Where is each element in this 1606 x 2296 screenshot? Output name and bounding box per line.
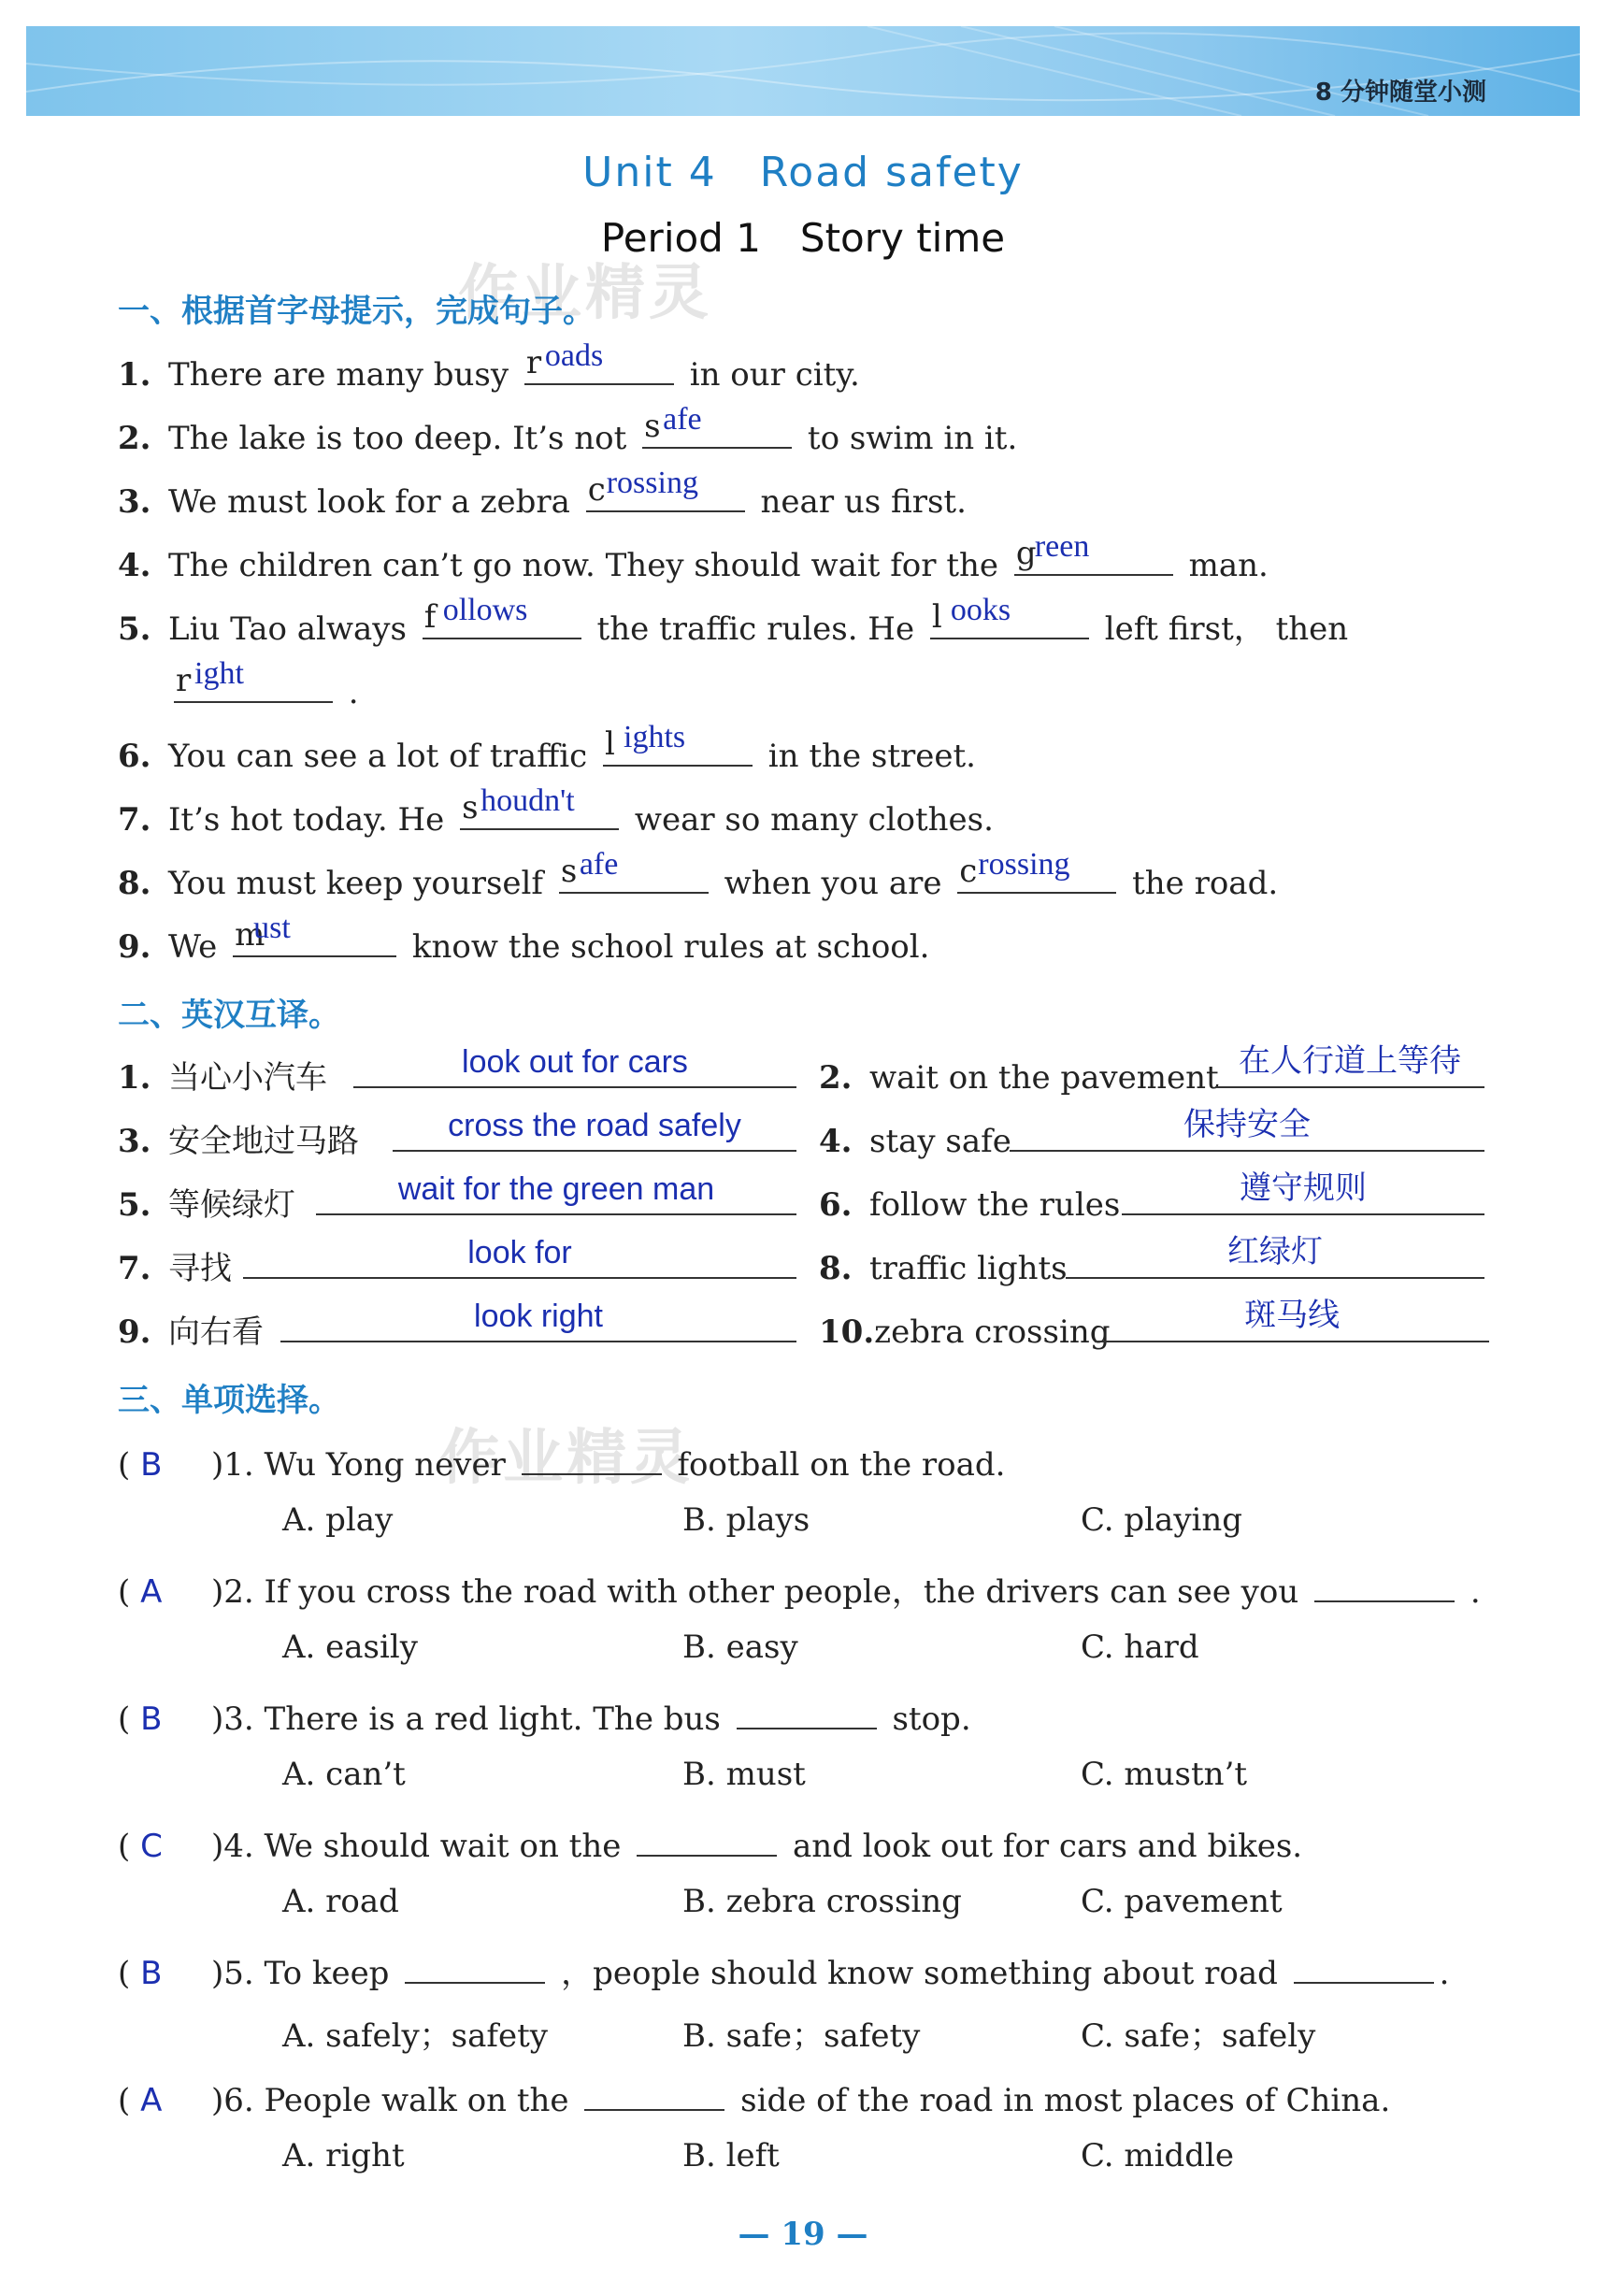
answer-blank[interactable] (405, 1946, 545, 1984)
answer-paren[interactable]: ( B (118, 1955, 163, 1992)
prompt-text: traffic lights (869, 1250, 1068, 1287)
translation-row (118, 1044, 796, 1098)
translation-row (819, 1297, 1489, 1351)
handwritten-answer: afe (579, 847, 619, 882)
choice-option[interactable]: B. zebra crossing (682, 1883, 962, 1920)
answer-blank[interactable] (957, 847, 1116, 894)
answer-blank[interactable] (559, 847, 709, 894)
handwritten-answer: ights (624, 720, 686, 754)
choice-option[interactable]: A. easily (282, 1629, 418, 1666)
handwritten-answer: 保持安全 (1183, 1106, 1311, 1143)
answer-blank[interactable] (524, 338, 674, 385)
translation-row (819, 1106, 1484, 1160)
answer-blank[interactable] (637, 1819, 777, 1857)
header-banner (26, 26, 1580, 116)
handwritten-answer: ust (253, 911, 291, 945)
translation-row (819, 1042, 1484, 1097)
question-row: 9. We m ust know the school rules at school. (118, 911, 930, 966)
choice-question: ( C )4. We should wait on the and look out for cars and bikes. (118, 1819, 1302, 1865)
question-number: 1. (118, 356, 151, 394)
answer-blank[interactable] (280, 1299, 796, 1342)
handwritten-answer: C (140, 1828, 163, 1865)
question-row: r ight . (176, 656, 359, 711)
handwritten-answer: oads (544, 338, 604, 373)
question-number: )6. (211, 2082, 254, 2119)
choice-option[interactable]: B. easy (682, 1629, 798, 1666)
question-row: 3. We must look for a zebra c rossing near us first. (118, 466, 967, 521)
answer-blank[interactable] (603, 720, 753, 767)
choice-option[interactable]: A. road (282, 1883, 399, 1920)
question-number: )1. (211, 1446, 254, 1484)
question-row: 5. Liu Tao always f ollows the traffic rules. He l ooks left first， then (118, 593, 1349, 648)
translation-row (118, 1235, 796, 1288)
answer-blank[interactable] (353, 1044, 796, 1088)
answer-paren[interactable]: ( B (118, 1446, 163, 1484)
question-number: )5. (211, 1955, 254, 1992)
answer-blank[interactable] (586, 466, 745, 512)
choice-option[interactable]: C. middle (1081, 2137, 1235, 2174)
answer-blank[interactable] (1215, 1042, 1484, 1088)
question-number: 2. (118, 420, 151, 457)
choice-question: ( A )6. People walk on the side of the road in most places of China. (118, 2074, 1390, 2119)
choice-option[interactable]: B. left (682, 2137, 780, 2174)
answer-paren[interactable]: ( A (118, 1573, 163, 1611)
answer-blank[interactable] (642, 402, 792, 449)
answer-blank[interactable] (584, 2074, 724, 2111)
answer-blank[interactable] (1010, 1106, 1484, 1152)
answer-blank[interactable] (393, 1108, 796, 1152)
choice-option[interactable]: A. play (282, 1501, 394, 1539)
handwritten-answer: B (140, 1955, 163, 1992)
handwritten-answer: ight (194, 656, 244, 691)
choice-option[interactable]: A. can’t (282, 1756, 406, 1793)
question-number: )3. (211, 1700, 254, 1738)
answer-blank[interactable] (737, 1692, 877, 1729)
answer-blank[interactable] (1066, 1233, 1484, 1279)
handwritten-answer: cross the road safely (448, 1108, 741, 1143)
answer-blank[interactable] (1095, 1297, 1489, 1342)
unit-title: Unit 4 Road safety (582, 149, 1024, 196)
answer-blank[interactable] (522, 1438, 662, 1475)
question-number: 9. (118, 928, 151, 966)
initial-letter: l (931, 598, 942, 636)
answer-blank[interactable] (930, 593, 1089, 639)
question-number: 4. (819, 1123, 853, 1160)
question-number: 1. (118, 1059, 151, 1097)
choice-option[interactable]: A. right (282, 2137, 405, 2174)
question-number: 8. (819, 1250, 853, 1287)
prompt-text: 等候绿灯 (168, 1186, 295, 1224)
initial-letter: c (959, 853, 978, 890)
prompt-text: 安全地过马路 (168, 1123, 359, 1160)
choice-option[interactable]: B. must (682, 1756, 806, 1793)
handwritten-answer: 遵守规则 (1240, 1170, 1367, 1207)
choice-option[interactable]: C. pavement (1081, 1883, 1283, 1920)
question-row: 4. The children can’t go now. They should wait for the g reen man. (118, 529, 1269, 584)
section-heading: 一、根据首字母提示，完成句子。 (118, 293, 595, 330)
header-badge: 8 分钟随堂小测 (1314, 79, 1486, 107)
question-number: 7. (118, 801, 151, 839)
question-number: 5. (118, 1186, 151, 1224)
question-number: 3. (118, 483, 151, 521)
handwritten-answer: 在人行道上等待 (1239, 1042, 1461, 1080)
initial-letter: m (235, 916, 265, 954)
answer-paren[interactable]: ( C (118, 1828, 163, 1865)
question-number: 8. (118, 865, 151, 902)
handwritten-answer: wait for the green man (397, 1171, 715, 1207)
watermark: 作业精灵 (439, 1424, 694, 1493)
question-row: 1. There are many busy r oads in our city. (118, 338, 860, 394)
translation-row (819, 1233, 1484, 1287)
handwritten-answer: ollows (442, 593, 528, 627)
question-number: 4. (118, 547, 151, 584)
initial-letter: g (1015, 535, 1037, 572)
handwritten-answer: rossing (978, 847, 1070, 882)
handwritten-answer: look out for cars (462, 1044, 688, 1080)
handwritten-answer: look for (467, 1235, 572, 1270)
question-row: 2. The lake is too deep. It’s not s afe to swim in it. (118, 402, 1018, 457)
answer-blank[interactable] (1122, 1170, 1484, 1215)
handwritten-answer: B (140, 1700, 163, 1738)
translation-row (118, 1299, 796, 1352)
translation-row (118, 1171, 796, 1225)
initial-letter: l (605, 725, 615, 763)
answer-blank[interactable] (1014, 529, 1173, 576)
choice-option[interactable]: B. safe；safety (682, 2017, 921, 2055)
choice-question: ( A )2. If you cross the road with other people，the drivers can see you . (118, 1565, 1481, 1612)
choice-question: ( B )1. Wu Yong never football on the road. (118, 1438, 1005, 1484)
prompt-text: wait on the pavement (869, 1059, 1219, 1097)
handwritten-answer: 红绿灯 (1227, 1233, 1323, 1270)
question-number: 6. (819, 1186, 853, 1224)
initial-letter: s (560, 853, 578, 890)
initial-letter: s (644, 408, 661, 445)
answer-blank[interactable] (1314, 1565, 1455, 1602)
initial-letter: s (462, 789, 479, 826)
section-heading: 三、单项选择。 (118, 1382, 340, 1419)
choice-option[interactable]: B. plays (682, 1501, 810, 1539)
handwritten-answer: look right (474, 1299, 603, 1334)
question-row: 7. It’s hot today. He s houdn't wear so many clothes. (118, 783, 994, 839)
question-number: 10. (819, 1313, 875, 1351)
handwritten-answer: 斑马线 (1244, 1297, 1341, 1334)
handwritten-answer: afe (663, 402, 702, 437)
prompt-text: stay safe (869, 1123, 1011, 1160)
handwritten-answer: houdn't (480, 783, 575, 818)
choice-option[interactable]: C. mustn’t (1081, 1756, 1248, 1793)
initial-letter: c (587, 471, 606, 509)
page-number: — 19 — (738, 2216, 868, 2253)
answer-paren[interactable]: ( A (118, 2082, 163, 2119)
prompt-text: zebra crossing (874, 1313, 1111, 1351)
handwritten-answer: rossing (606, 466, 698, 500)
answer-blank[interactable] (174, 656, 333, 703)
handwritten-answer: B (140, 1446, 163, 1484)
handwritten-answer: A (140, 2082, 163, 2119)
question-row: 6. You can see a lot of traffic l ights in the street. (118, 720, 976, 775)
question-number: 2. (819, 1059, 853, 1097)
handwritten-answer: A (140, 1573, 163, 1611)
initial-letter: r (176, 662, 192, 699)
translation-row (118, 1108, 796, 1161)
prompt-text: 向右看 (168, 1313, 264, 1351)
initial-letter: f (423, 598, 437, 636)
question-number: 7. (118, 1250, 151, 1287)
choice-option[interactable]: C. safe；safely (1081, 2017, 1316, 2055)
question-row: 8. You must keep yourself s afe when you are c rossing the road. (118, 847, 1279, 902)
choice-option[interactable]: C. playing (1081, 1501, 1243, 1539)
answer-blank[interactable] (460, 783, 619, 830)
handwritten-answer: ooks (950, 593, 1011, 627)
answer-blank[interactable] (243, 1235, 796, 1279)
question-number: )4. (211, 1828, 254, 1865)
prompt-text: 寻找 (168, 1250, 232, 1287)
answer-blank[interactable] (423, 593, 581, 639)
answer-blank[interactable] (1294, 1946, 1434, 1984)
question-number: 9. (118, 1313, 151, 1351)
question-number: 5. (118, 610, 151, 648)
question-number: )2. (211, 1573, 254, 1611)
choice-question: ( B )3. There is a red light. The bus stop. (118, 1692, 971, 1738)
handwritten-answer: reen (1034, 529, 1090, 564)
translation-row (819, 1170, 1484, 1224)
choice-option[interactable]: A. safely；safety (282, 2017, 548, 2055)
section-heading: 二、英汉互译。 (118, 997, 340, 1034)
question-number: 3. (118, 1123, 151, 1160)
answer-paren[interactable]: ( B (118, 1700, 163, 1738)
answer-blank[interactable] (233, 911, 396, 957)
period-title: Period 1 Story time (600, 215, 1006, 261)
prompt-text: follow the rules (869, 1186, 1121, 1224)
question-number: 6. (118, 738, 151, 775)
initial-letter: r (525, 344, 542, 381)
watermark: 作业精灵 (458, 259, 712, 328)
answer-blank[interactable] (316, 1171, 796, 1215)
choice-question: ( B )5. To keep ，people should know something about road . (118, 1946, 1449, 1993)
choice-option[interactable]: C. hard (1081, 1629, 1199, 1666)
prompt-text: 当心小汽车 (168, 1059, 327, 1097)
